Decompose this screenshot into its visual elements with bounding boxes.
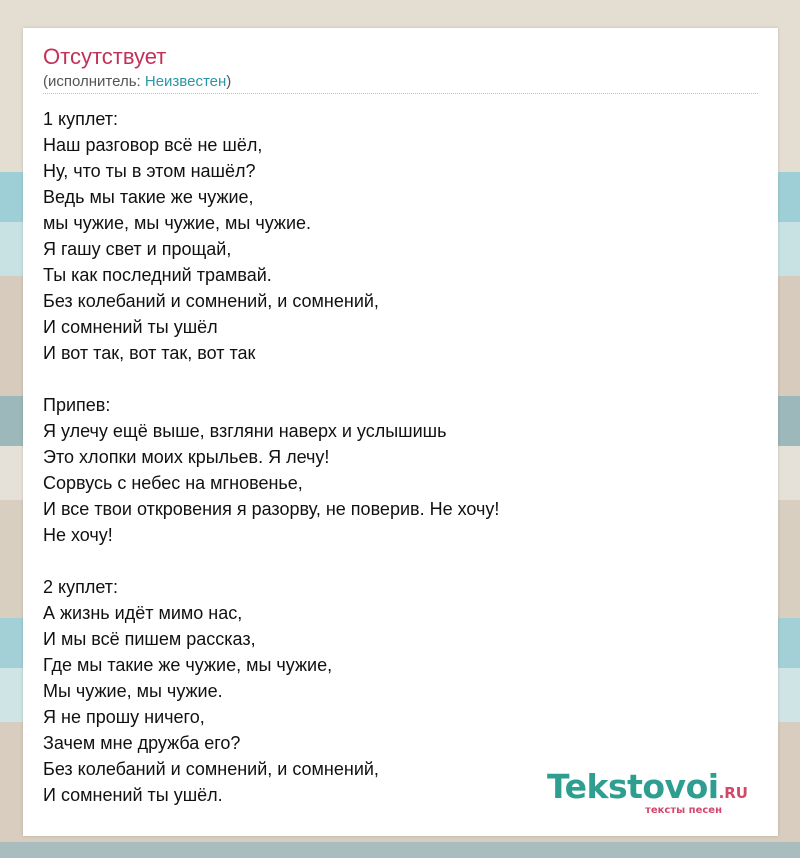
artist-suffix: ) [226,73,232,90]
artist-link[interactable]: Неизвестен [144,73,227,90]
lyric-line: А жизнь идёт мимо нас, [43,603,243,623]
lyric-line: Без колебаний и сомнений, и сомнений, [43,291,379,311]
title-divider [43,93,758,94]
lyric-line: И мы всё пишем рассказ, [43,629,256,649]
lyric-line: Ну, что ты в этом нашёл? [43,161,256,181]
lyric-line: 1 куплет: [43,109,118,129]
lyric-line: Без колебаний и сомнений, и сомнений, [43,759,379,779]
lyric-line [43,548,763,574]
lyric-line: Не хочу! [43,525,113,545]
lyric-line: Припев: [43,395,111,415]
song-title: Отсутствует [43,44,167,69]
artist-line [43,72,231,92]
artist-prefix: (исполнитель: [43,73,145,90]
lyric-line: Я улечу ещё выше, взгляни наверх и услышишь [43,421,447,441]
logo-brand: Tekstovoi [547,767,719,806]
lyric-line: Сорвусь с небес на мгновенье, [43,473,303,493]
lyric-line: Мы чужие, мы чужие. [43,681,223,701]
lyric-line: Где мы такие же чужие, мы чужие, [43,655,333,675]
lyric-line: 2 куплет: [43,577,118,597]
lyric-line: И сомнений ты ушёл [43,317,218,337]
logo-tld: .RU [718,784,748,802]
lyric-line: И сомнений ты ушёл. [43,785,223,805]
tekstovoi-logo [547,767,748,816]
lyric-line: Я не прошу ничего, [43,707,205,727]
lyric-line: И все твои откровения я разорву, не поверив. Не хочу! [43,499,500,519]
lyric-line: Это хлопки моих крыльев. Я лечу! [43,447,330,467]
lyric-line [43,366,763,392]
lyrics-text [43,106,763,808]
lyric-line: Ведь мы такие же чужие, [43,187,254,207]
logo-wordmark [547,767,748,810]
lyric-line: И вот так, вот так, вот так [43,343,256,363]
lyric-line: Я гашу свет и прощай, [43,239,232,259]
lyrics-card [23,28,778,836]
lyric-line: Зачем мне дружба его? [43,733,241,753]
lyric-line: Ты как последний трамвай. [43,265,272,285]
logo-tagline: тексты песен [645,805,722,816]
lyric-line: мы чужие, мы чужие, мы чужие. [43,213,312,233]
lyric-line: Наш разговор всё не шёл, [43,135,263,155]
